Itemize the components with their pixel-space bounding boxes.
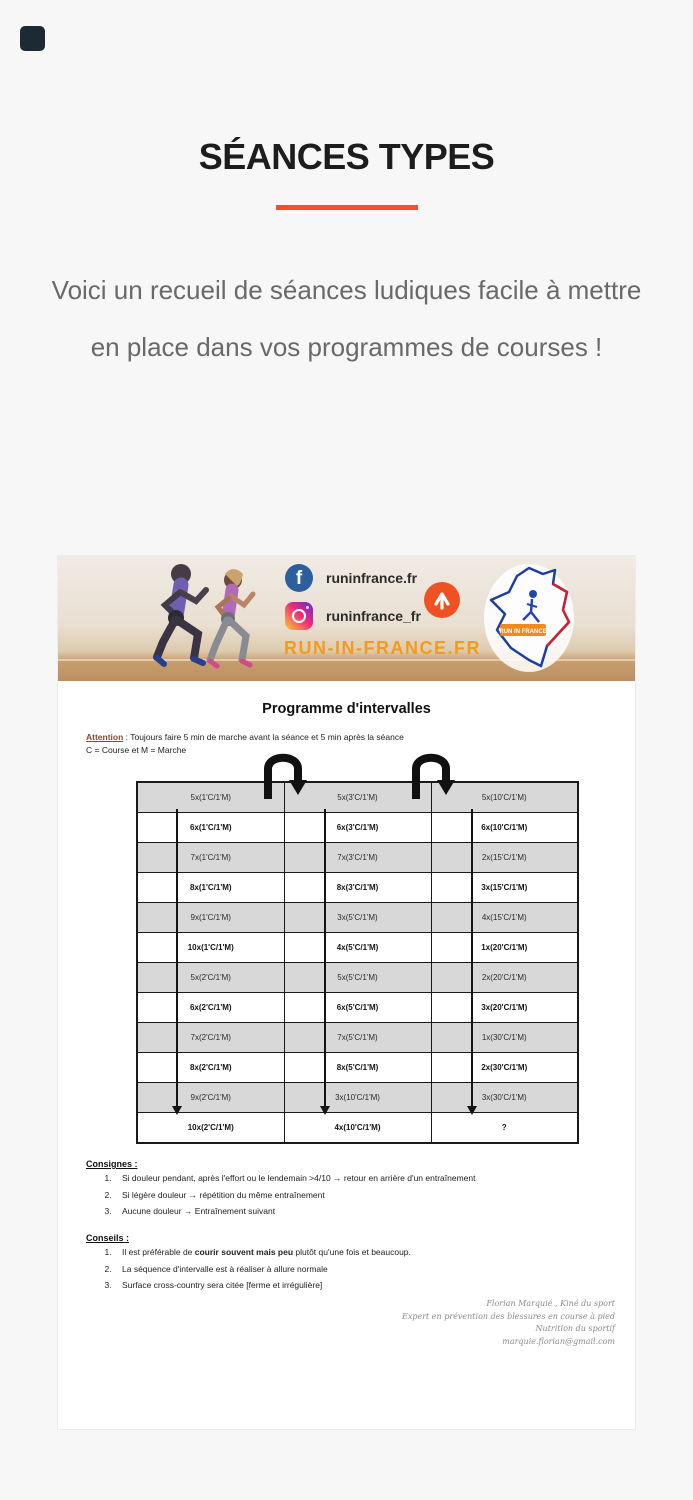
interval-row [137,963,578,993]
down-arrow-icon [471,809,473,1107]
title-divider [276,205,418,210]
interval-cell: 8x(5'C/1'M) [284,1053,431,1083]
interval-cell: 6x(5'C/1'M) [284,993,431,1023]
programme-document [57,555,636,1430]
interval-row [137,1023,578,1053]
interval-cell: 9x(2'C/1'M) [137,1083,284,1113]
interval-cell: 5x(1'C/1'M) [137,782,284,813]
signature-line: Nutrition du sportif [535,1324,615,1333]
interval-cell: 3x(15'C/1'M) [431,873,578,903]
instagram-row [285,602,421,630]
facebook-icon: f [285,564,313,592]
france-map-logo [483,562,575,674]
conseils-title: Conseils : [86,1233,130,1243]
interval-cell: 2x(15'C/1'M) [431,843,578,873]
interval-row [137,873,578,903]
interval-cell: 8x(3'C/1'M) [284,873,431,903]
interval-cell: 5x(5'C/1'M) [284,963,431,993]
list-item: 3. Aucune douleur → Entraînement suivant [114,1205,635,1218]
interval-table [136,781,579,1144]
interval-row [137,993,578,1023]
interval-row [137,843,578,873]
france-logo-caption: RUN IN FRANCE [499,629,547,635]
interval-cell: 1x(30'C/1'M) [431,1023,578,1053]
interval-cell: 4x(10'C/1'M) [284,1113,431,1144]
interval-cell: 5x(2'C/1'M) [137,963,284,993]
list-item: 2. La séquence d'intervalle est à réaliser à allure normale [114,1263,635,1276]
interval-cell: 5x(10'C/1'M) [431,782,578,813]
interval-row [137,782,578,813]
interval-table-area [136,781,579,1144]
list-item: 1. Si douleur pendant, après l'effort ou le lendemain >4/10 → retour en arrière d'un entraînement [114,1172,635,1185]
interval-cell: 2x(20'C/1'M) [431,963,578,993]
interval-cell: 7x(2'C/1'M) [137,1023,284,1053]
interval-cell: 7x(1'C/1'M) [137,843,284,873]
interval-cell: 2x(30'C/1'M) [431,1053,578,1083]
interval-cell: 10x(1'C/1'M) [137,933,284,963]
attention-note [86,731,635,744]
interval-cell: 6x(1'C/1'M) [137,813,284,843]
conseils-list [58,1246,635,1292]
instagram-handle: runinfrance_fr [326,608,421,624]
up-arrow-badge-icon [424,582,460,618]
interval-row [137,1053,578,1083]
facebook-row [285,564,421,592]
interval-cell: 3x(5'C/1'M) [284,903,431,933]
interval-cell: 8x(2'C/1'M) [137,1053,284,1083]
interval-cell: 6x(3'C/1'M) [284,813,431,843]
corner-widget[interactable] [20,26,45,51]
instagram-icon [285,602,313,630]
list-item: 1. Il est préférable de courir souvent mais peu plutôt qu'une fois et beaucoup. [114,1246,635,1259]
attention-label: Attention [86,732,124,742]
legend-text: C = Course et M = Marche [86,745,187,755]
interval-cell: 1x(20'C/1'M) [431,933,578,963]
interval-cell: 4x(5'C/1'M) [284,933,431,963]
interval-cell: 3x(20'C/1'M) [431,993,578,1023]
interval-cell: 9x(1'C/1'M) [137,903,284,933]
interval-cell: 6x(2'C/1'M) [137,993,284,1023]
consignes-list [58,1172,635,1218]
signature-line: Expert en prévention des blessures en course à pied [401,1311,615,1321]
intro-text: Voici un recueil de séances ludiques facile à mettre en place dans vos programmes de courses ! [51,275,642,363]
interval-row [137,903,578,933]
interval-cell: 8x(1'C/1'M) [137,873,284,903]
list-item: 2. Si légère douleur → répétition du même entraînement [114,1189,635,1202]
facebook-handle: runinfrance.fr [326,570,418,586]
interval-cell: 7x(3'C/1'M) [284,843,431,873]
down-arrow-icon [176,809,178,1107]
page-title: SÉANCES TYPES [198,136,495,177]
signature-line: marquie.florian@gmail.com [502,1336,615,1346]
attention-text: : Toujours faire 5 min de marche avant la séance et 5 min après la séance [123,732,404,742]
interval-row [137,1083,578,1113]
interval-cell: 10x(2'C/1'M) [137,1113,284,1144]
interval-cell: 6x(10'C/1'M) [431,813,578,843]
interval-cell: 3x(30'C/1'M) [431,1083,578,1113]
banner-image [58,556,635,681]
interval-row [137,813,578,843]
runners-illustration [153,560,271,678]
interval-cell: 3x(10'C/1'M) [284,1083,431,1113]
interval-cell: 4x(15'C/1'M) [431,903,578,933]
signature-block [58,1298,615,1348]
down-arrow-icon [324,809,326,1107]
social-links [285,564,421,640]
interval-row [137,1113,578,1144]
signature-line: Florian Marquié , Kiné du sport [486,1299,615,1308]
loop-arrow-icon [260,751,308,799]
consignes-title: Consignes : [86,1159,138,1169]
interval-row [137,933,578,963]
document-title: Programme d'intervalles [262,701,431,717]
interval-cell: 5x(3'C/1'M) [284,782,431,813]
site-name-text: RUN-IN-FRANCE.FR [284,638,481,658]
list-item: 3. Surface cross-country sera citée [ferme et irrégulière] [114,1279,635,1292]
interval-cell: ? [431,1113,578,1144]
loop-arrow-icon [408,751,456,799]
interval-cell: 7x(5'C/1'M) [284,1023,431,1053]
